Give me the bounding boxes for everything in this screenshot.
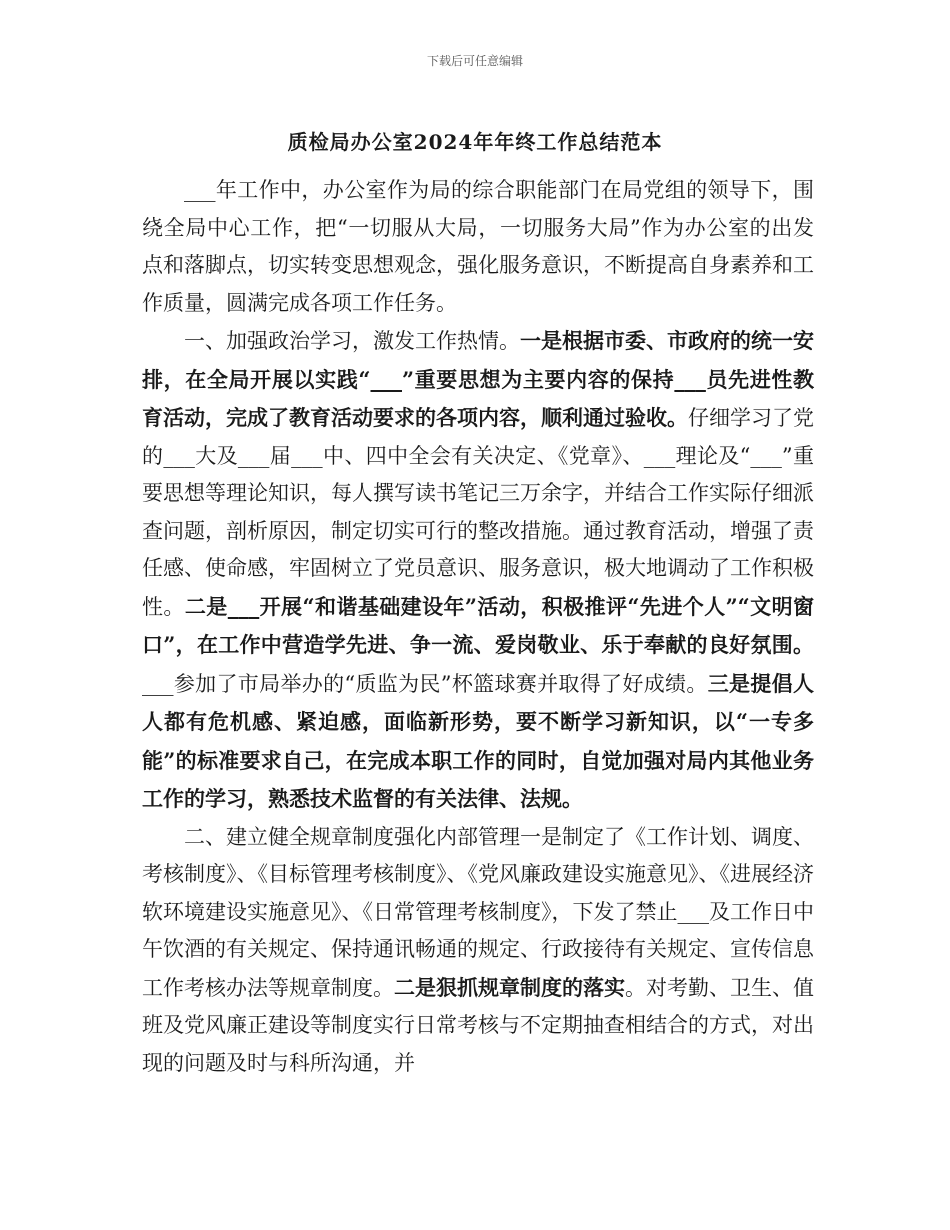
bold-point-two: 二是___开展“和谐基础建设年”活动，积极推评“先进个人”“文明窗口”，在工作中营造学先进、争一流、爱岗敬业、乐于奉献的良好氛围。 [142,593,815,657]
paragraph-section-two [142,819,814,1083]
paragraph-section-one [142,322,814,819]
paragraph-text: ___年工作中，办公室作为局的综合职能部门在局党组的领导下，围绕全局中心工作，把“一切服从大局，一切服务大局”作为办公室的出发点和落脚点，切实转变思想观念，强化服务意识，不断提高自身素养和工作质量，圆满完成各项工作任务。 [142,178,814,315]
bold-point-two: 二是狠抓规章制度的落实 [394,974,625,1000]
bold-point-three: 三是提倡人人都有危机感、紧迫感，面临新形势，要不断学习新知识，以“一专多能”的标准要求自己，在完成本职工作的同时，自觉加强对局内其他业务工作的学习，熟悉技术监督的有关法律、法规。 [142,670,814,811]
bold-point-one: 一是根据市委、市政府的统一安排，在全局开展以实践“___”重要思想为主要内容的保持___员先进性教育活动，完成了教育活动要求的各项内容，顺利通过验收。 [142,328,814,430]
paragraph-text: 。对考勤、卫生、值班及党风廉正建设等制度实行日常考核与不定期抽查相结合的方式，对出现的问题及时与科所沟通，并 [142,975,814,1075]
paragraph-text: 仔细学习了党的___大及___届___中、四中全会有关决定、《党章》、___理论及“___”重要思想等理论知识，每人撰写读书笔记三万余字，并结合工作实际仔细派查问题，剖析原因，制定切实可行的整改措施。通过教育活动，增强了责任感、使命感，牢固树立了党员意识、服务意识，极大地调动了工作积极性。 [142,406,814,619]
paragraph-text: ___参加了市局举办的“质监为民”杯篮球赛并取得了好成绩。 [142,671,708,696]
section-heading: 二、建立健全规章制度强化内部管理一是制定了《工作计划、调度、考核制度》、《目标管理考核制度》、《党风廉政建设实施意见》、《进展经济软环境建设实施意见》、《日常管理考核制度》，下发了禁止___及工作日中午饮酒的有关规定、保持通讯畅通的规定、行政接待有关规定、宣传信息工作考核办法等规章制度。 [142,824,814,1000]
paragraph-intro [142,172,814,322]
header-note: 下载后可任意编辑 [426,54,523,68]
document-title: 质检局办公室2024年年终工作总结范本 [287,130,663,154]
section-heading: 一、加强政治学习，激发工作热情。 [184,329,520,353]
document-body [142,172,814,1082]
